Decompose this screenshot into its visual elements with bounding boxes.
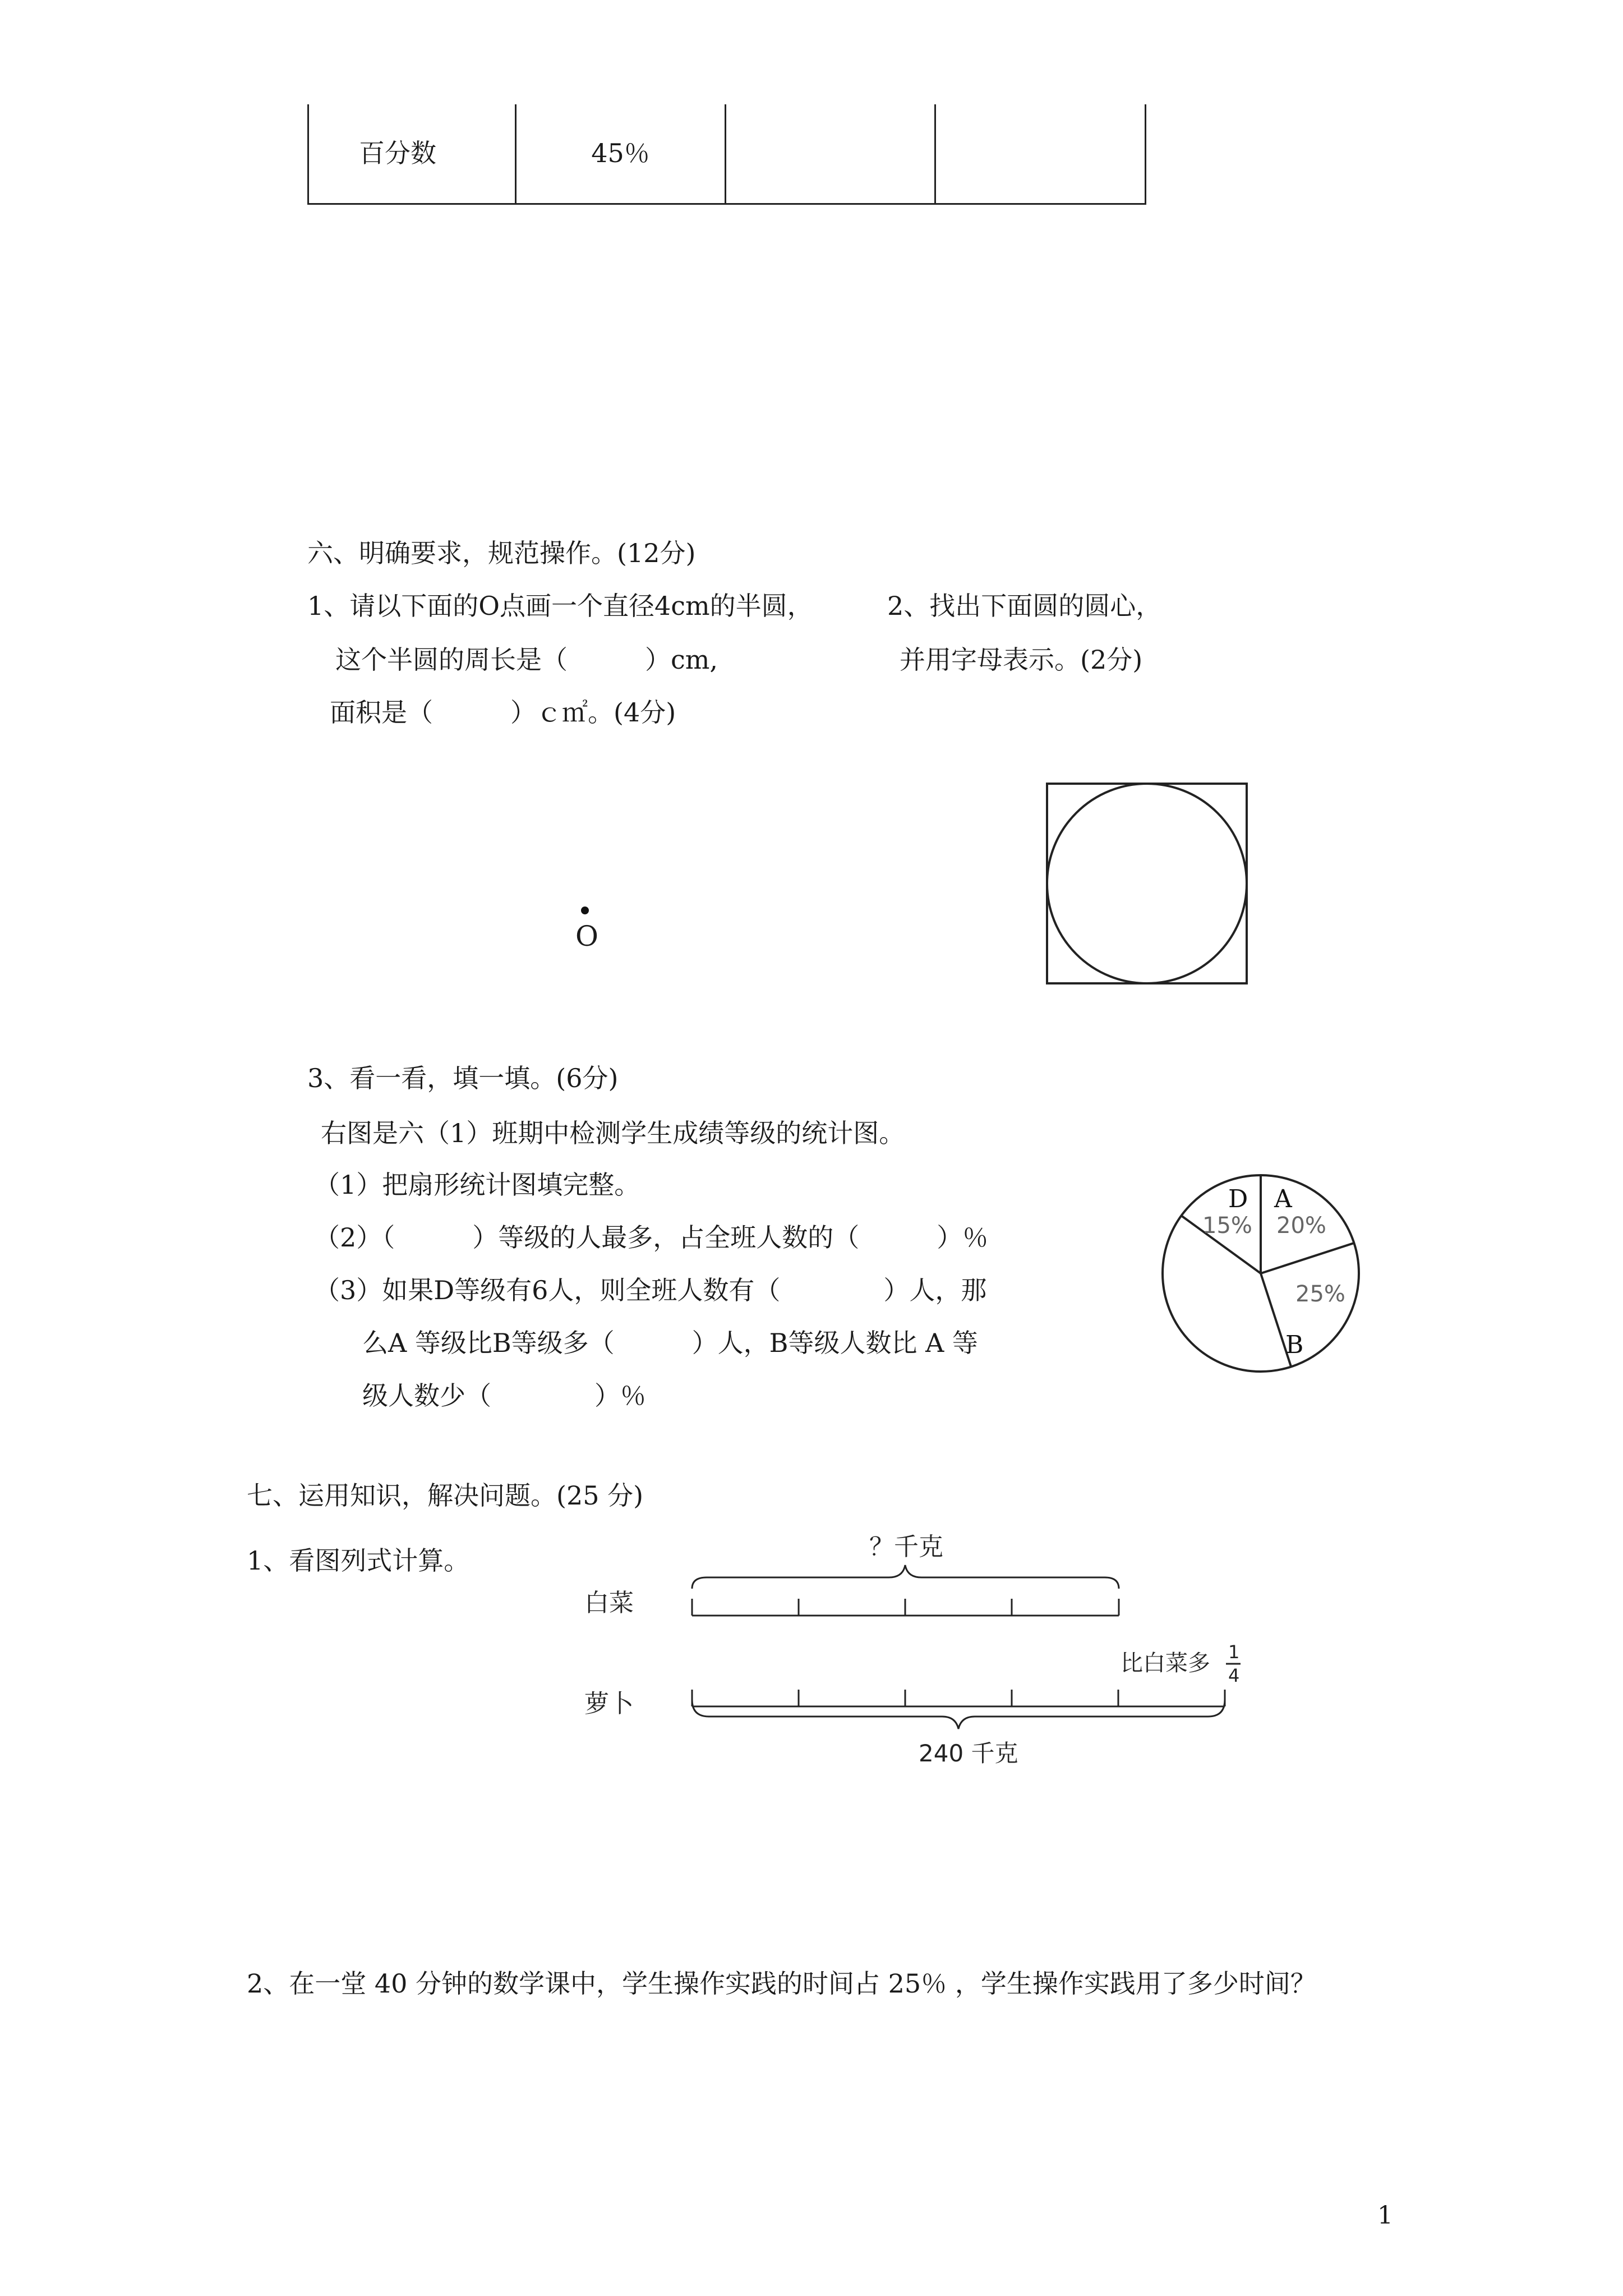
o-point-label: O bbox=[575, 920, 598, 953]
q7-2-text: 2、在一堂 40 分钟的数学课中，学生操作实践的时间占 25％ ，学生操作实践用了多少时间？ bbox=[247, 1968, 1316, 1999]
fraction-numerator: 1 bbox=[1228, 1641, 1240, 1663]
table-cell bbox=[726, 129, 934, 174]
table-cell bbox=[936, 129, 1141, 174]
bar-model-diagram bbox=[572, 1526, 1279, 1784]
bottom-brace-label: 240 千克 bbox=[919, 1740, 1018, 1767]
q3-sub3a: （3）如果D等级有6人，则全班人数有（ ）人，那 bbox=[314, 1275, 987, 1305]
q3-intro: 右图是六（1）班期中检测学生成绩等级的统计图。 bbox=[321, 1118, 905, 1148]
circle-in-square-figure bbox=[1043, 780, 1251, 987]
pie-percent-a: 20% bbox=[1276, 1213, 1326, 1239]
q3-heading: 3、看一看，填一填。(6分) bbox=[307, 1063, 619, 1093]
bottom-brace bbox=[692, 1700, 1225, 1729]
pie-label-b: B bbox=[1285, 1331, 1304, 1359]
q1-line3: 面积是（ ）ｃ㎡。(4分) bbox=[330, 697, 676, 728]
pie-chart bbox=[1155, 1167, 1368, 1380]
q3-sub3c: 级人数少（ ）％ bbox=[362, 1381, 646, 1411]
q2-line1: 2、找出下面圆的圆心， bbox=[887, 591, 1162, 621]
top-brace-label: ？千克 bbox=[869, 1533, 943, 1561]
q2-line2: 并用字母表示。(2分) bbox=[900, 645, 1143, 675]
row1-label: 白菜 bbox=[584, 1589, 634, 1617]
top-brace bbox=[692, 1565, 1119, 1589]
q1-line1: 1、请以下面的O点画一个直径4cm的半圆， bbox=[307, 591, 813, 621]
pie-label-d: D bbox=[1228, 1185, 1248, 1213]
table-row-label: 百分数 bbox=[359, 138, 436, 168]
circle-outline bbox=[1047, 784, 1247, 983]
fraction-denominator: 4 bbox=[1228, 1665, 1240, 1686]
q7-1-label: 1、看图列式计算。 bbox=[247, 1545, 470, 1576]
o-point-dot bbox=[581, 907, 589, 914]
q3-sub3b: 么A 等级比B等级多（ ）人，B等级人数比 A 等 bbox=[362, 1328, 978, 1358]
table-cell: 45％ bbox=[591, 138, 650, 168]
row2-label: 萝卜 bbox=[584, 1690, 634, 1718]
pie-percent-b: 25% bbox=[1295, 1281, 1345, 1307]
q3-sub1: （1）把扇形统计图填完整。 bbox=[314, 1170, 640, 1200]
pie-label-a: A bbox=[1274, 1185, 1292, 1213]
more-than-label: 比白菜多 bbox=[1121, 1650, 1210, 1676]
q1-line2: 这个半圆的周长是（ ）cm, bbox=[335, 645, 718, 675]
pie-percent-d: 15% bbox=[1202, 1213, 1252, 1239]
section6-heading: 六、明确要求，规范操作。(12分) bbox=[307, 538, 696, 568]
q3-sub2: （2）（ ）等级的人最多，占全班人数的（ ）％ bbox=[314, 1222, 989, 1253]
page-number: 1 bbox=[1377, 2201, 1393, 2230]
section7-heading: 七、运用知识，解决问题。(25 分) bbox=[247, 1480, 644, 1511]
